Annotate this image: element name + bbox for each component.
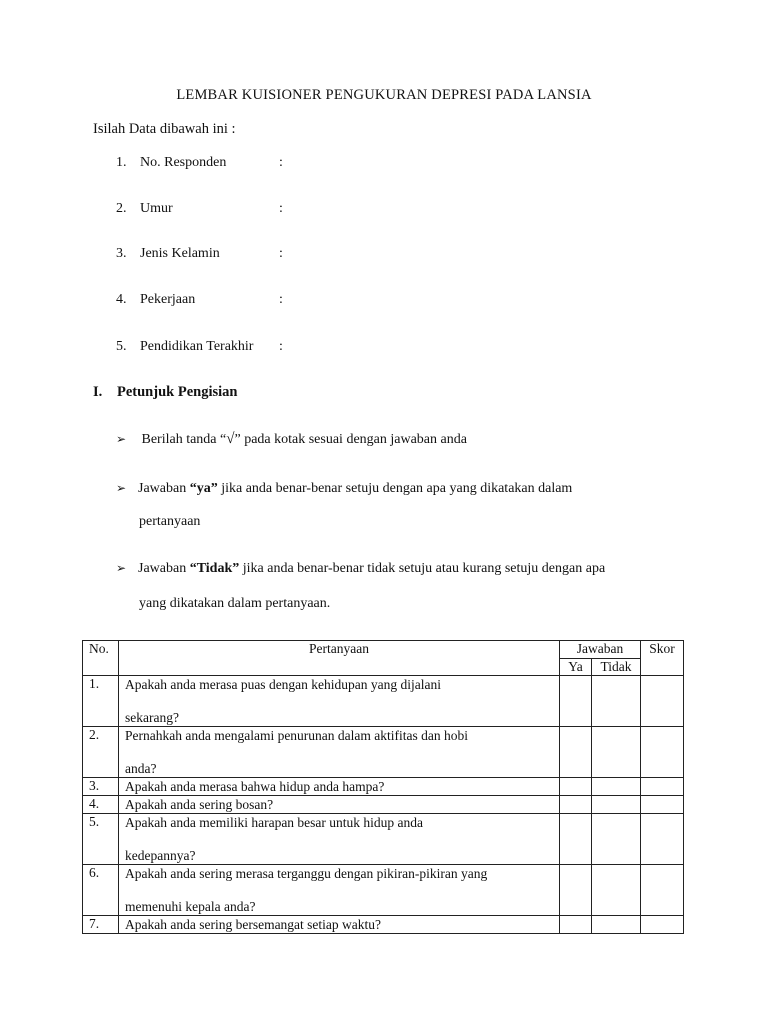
field-number: 3. xyxy=(116,246,127,261)
section-title: Petunjuk Pengisian xyxy=(117,384,238,400)
instruction-item xyxy=(116,431,467,448)
header-no: No. xyxy=(83,641,119,676)
question-cell xyxy=(119,778,560,796)
instruction-emphasis: “Tidak” xyxy=(189,561,240,576)
answer-no-cell[interactable] xyxy=(592,778,641,796)
answer-yes-cell[interactable] xyxy=(560,796,592,814)
answer-no-cell[interactable] xyxy=(592,865,641,916)
score-cell[interactable] xyxy=(641,676,684,727)
question-text-continuation: kedepannya? xyxy=(125,848,196,863)
field-colon: : xyxy=(279,155,283,170)
instruction-item xyxy=(116,481,572,497)
field-label: Jenis Kelamin xyxy=(140,246,220,261)
section-number: I. xyxy=(93,384,103,400)
answer-yes-cell[interactable] xyxy=(560,916,592,934)
instruction-continuation: yang dikatakan dalam pertanyaan. xyxy=(139,596,331,611)
question-cell xyxy=(119,916,560,934)
row-number: 1. xyxy=(83,676,119,727)
score-cell[interactable] xyxy=(641,727,684,778)
section-heading xyxy=(93,384,237,401)
instruction-text: Berilah tanda “ xyxy=(141,432,227,447)
arrow-bullet-icon: ➢ xyxy=(116,561,127,575)
question-cell xyxy=(119,676,560,727)
question-text: Apakah anda sering bersemangat setiap waktu? xyxy=(125,917,382,932)
question-text-continuation: anda? xyxy=(125,761,157,776)
answer-yes-cell[interactable] xyxy=(560,727,592,778)
table-row xyxy=(83,865,684,916)
field-number: 1. xyxy=(116,155,127,170)
answer-no-cell[interactable] xyxy=(592,796,641,814)
score-cell[interactable] xyxy=(641,796,684,814)
question-text: Apakah anda merasa bahwa hidup anda hampa? xyxy=(125,779,385,794)
question-text: Pernahkah anda mengalami penurunan dalam aktifitas dan hobi xyxy=(125,728,469,743)
arrow-bullet-icon: ➢ xyxy=(116,432,127,446)
table-row xyxy=(83,676,684,727)
answer-no-cell[interactable] xyxy=(592,814,641,865)
header-score: Skor xyxy=(641,641,684,676)
question-cell xyxy=(119,727,560,778)
row-number: 7. xyxy=(83,916,119,934)
answer-no-cell[interactable] xyxy=(592,676,641,727)
header-question: Pertanyaan xyxy=(119,641,560,676)
intro-text: Isilah Data dibawah ini : xyxy=(93,121,236,137)
table-row xyxy=(83,778,684,796)
instruction-emphasis: “ya” xyxy=(189,481,218,496)
row-number: 2. xyxy=(83,727,119,778)
question-text: Apakah anda merasa puas dengan kehidupan yang dijalani xyxy=(125,677,442,692)
table-row xyxy=(83,916,684,934)
field-colon: : xyxy=(279,201,283,216)
question-text-continuation: sekarang? xyxy=(125,710,179,725)
answer-yes-cell[interactable] xyxy=(560,865,592,916)
score-cell[interactable] xyxy=(641,916,684,934)
table-row xyxy=(83,814,684,865)
instruction-text: Jawaban xyxy=(138,561,190,576)
row-number: 5. xyxy=(83,814,119,865)
field-colon: : xyxy=(279,339,283,354)
field-label: Pendidikan Terakhir xyxy=(140,339,254,354)
arrow-bullet-icon: ➢ xyxy=(116,481,127,495)
question-text: Apakah anda sering merasa terganggu dengan pikiran-pikiran yang xyxy=(125,866,488,881)
field-number: 2. xyxy=(116,201,127,216)
question-cell xyxy=(119,865,560,916)
answer-no-cell[interactable] xyxy=(592,916,641,934)
document-title: LEMBAR KUISIONER PENGUKURAN DEPRESI PADA LANSIA xyxy=(176,87,592,103)
row-number: 6. xyxy=(83,865,119,916)
question-text: Apakah anda sering bosan? xyxy=(125,797,274,812)
instruction-text: Jawaban xyxy=(138,481,190,496)
answer-yes-cell[interactable] xyxy=(560,814,592,865)
instruction-continuation: pertanyaan xyxy=(139,514,201,529)
header-yes: Ya xyxy=(560,659,592,676)
table-row xyxy=(83,796,684,814)
question-cell xyxy=(119,814,560,865)
score-cell[interactable] xyxy=(641,865,684,916)
instruction-text: ” pada kotak sesuai dengan jawaban anda xyxy=(234,432,467,447)
check-mark: √ xyxy=(226,431,235,447)
score-cell[interactable] xyxy=(641,814,684,865)
header-answer: Jawaban xyxy=(560,641,641,659)
score-cell[interactable] xyxy=(641,778,684,796)
answer-yes-cell[interactable] xyxy=(560,676,592,727)
field-colon: : xyxy=(279,292,283,307)
instruction-text: jika anda benar-benar setuju dengan apa yang dikatakan dalam xyxy=(217,481,573,496)
field-label: No. Responden xyxy=(140,155,227,170)
row-number: 4. xyxy=(83,796,119,814)
field-label: Umur xyxy=(140,201,173,216)
question-text-continuation: memenuhi kepala anda? xyxy=(125,899,256,914)
field-colon: : xyxy=(279,246,283,261)
field-label: Pekerjaan xyxy=(140,292,196,307)
row-number: 3. xyxy=(83,778,119,796)
field-number: 4. xyxy=(116,292,127,307)
questionnaire-table xyxy=(82,640,684,934)
answer-no-cell[interactable] xyxy=(592,727,641,778)
question-text: Apakah anda memiliki harapan besar untuk hidup anda xyxy=(125,815,424,830)
header-no-answer: Tidak xyxy=(592,659,641,676)
field-number: 5. xyxy=(116,339,127,354)
table-row xyxy=(83,727,684,778)
instruction-text: jika anda benar-benar tidak setuju atau kurang setuju dengan apa xyxy=(239,561,606,576)
question-cell xyxy=(119,796,560,814)
answer-yes-cell[interactable] xyxy=(560,778,592,796)
instruction-item xyxy=(116,561,605,577)
